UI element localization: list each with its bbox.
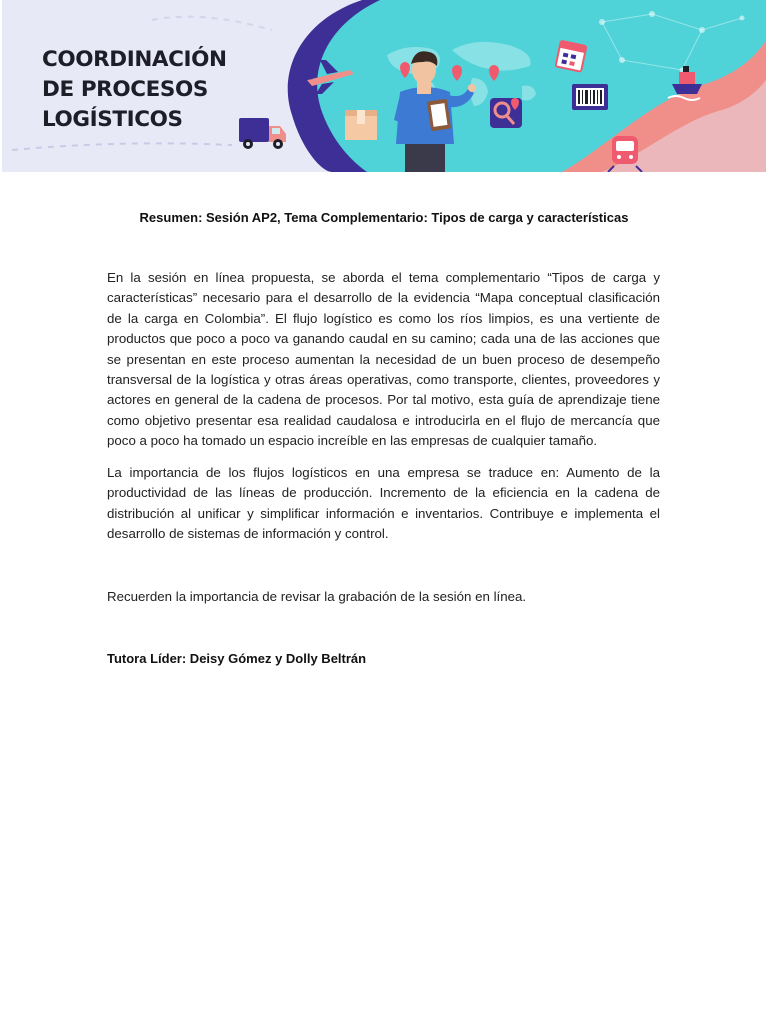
header-banner — [2, 0, 766, 172]
delivery-truck-icon — [239, 118, 286, 149]
banner-title-line: DE PROCESOS — [42, 77, 208, 102]
calendar-icon — [554, 40, 587, 73]
body-paragraph: La importancia de los flujos logísticos en una empresa se traduce en: Aumento de la productividad de las líneas de producción. Incremento de la eficiencia en la cadena de distribución al unificar y simplificar información e inventarios. Contribuye e implementa el desarrollo de sistemas de información y control. — [107, 465, 660, 542]
banner-title — [42, 45, 227, 135]
barcode-icon — [572, 84, 608, 110]
banner-title-line: COORDINACIÓN — [42, 47, 227, 72]
magnifier-location-icon — [490, 98, 522, 128]
document-heading: Resumen: Sesión AP2, Tema Complementario: Tipos de carga y características — [139, 210, 629, 225]
cardboard-box-icon — [345, 110, 377, 140]
body-paragraph: En la sesión en línea propuesta, se aborda el tema complementario “Tipos de carga y características” necesario para el desarrollo de la evidencia “Mapa conceptual clasificación de la carga en Colombia”. El flujo logístico es como los ríos limpios, es una vertiente de productos que poco a poco va ganando caudal en su camino; cada una de las acciones que se presentan en este proceso aumentan la necesidad de un buen proceso de desempeño transversal de la logística y otras áreas operativas, como transporte, clientes, proveedores y actores en general de la cadena de procesos. Por tal motivo, esta guía de aprendizaje tiene como objetivo presentar esa realidad caudalosa e introducirla en el flujo de mercancía que poco a poco ha tomado un espacio increíble en las empresas de cualquier tamaño. — [107, 270, 660, 449]
banner-title-line: LOGÍSTICOS — [42, 107, 183, 132]
body-paragraph: Recuerden la importancia de revisar la grabación de la sesión en línea. — [107, 589, 527, 604]
signature: Tutora Líder: Deisy Gómez y Dolly Beltrán — [107, 651, 367, 666]
